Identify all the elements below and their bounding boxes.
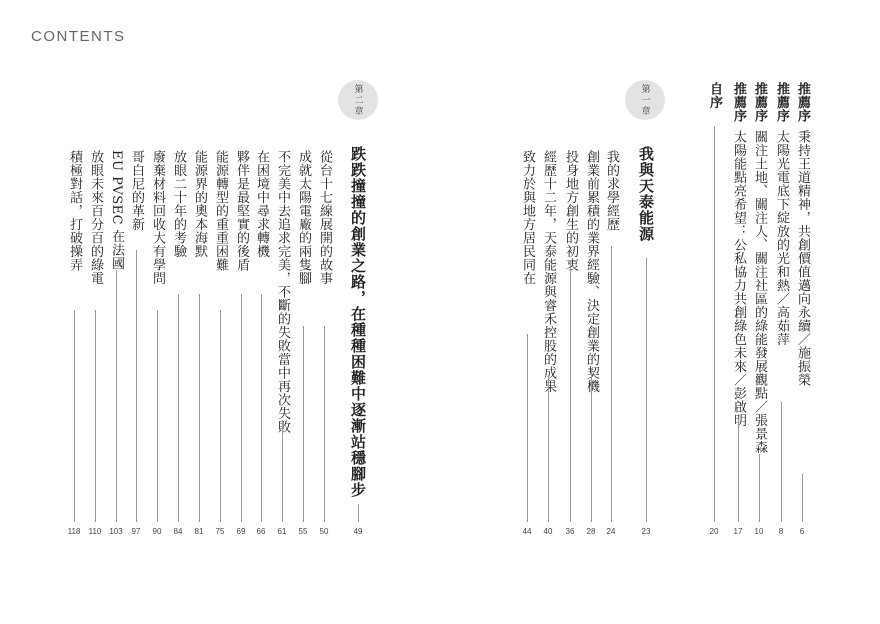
leader-line — [157, 310, 158, 522]
entry-title: 太陽光電底下綻放的光和熱／高茹萍 — [774, 130, 789, 346]
leader-line — [116, 270, 117, 522]
leader-line — [74, 310, 75, 522]
leader-line — [548, 376, 549, 522]
chapter-title: 我與天泰能源 — [637, 146, 655, 242]
leader-line — [303, 326, 304, 522]
page-number: 69 — [236, 527, 246, 536]
page-number: 97 — [131, 527, 141, 536]
chapter-title: 跌跌撞撞的創業之路，在種種困難中逐漸站穩腳步 — [349, 146, 367, 498]
page-number: 90 — [152, 527, 162, 536]
leader-line — [95, 310, 96, 522]
entry-title: 創業前累積的業界經驗、決定創業的契機 — [584, 150, 599, 393]
leader-line — [324, 326, 325, 522]
leader-line — [261, 294, 262, 522]
chapter-badge — [625, 80, 665, 120]
entry-title: 哥白尼的革新 — [129, 150, 144, 231]
leader-line — [282, 420, 283, 522]
leader-line — [199, 294, 200, 522]
entry-title: 放眼未來百分百的綠電 — [88, 150, 103, 285]
page-number: 118 — [67, 527, 81, 536]
leader-line — [527, 334, 528, 522]
page-number: 8 — [778, 527, 784, 536]
page-number: 75 — [215, 527, 225, 536]
page-number: 110 — [88, 527, 102, 536]
entry-title: 投身地方創生的初衷 — [563, 150, 578, 272]
page-number: 81 — [194, 527, 204, 536]
leader-line — [738, 418, 739, 522]
leader-line — [178, 294, 179, 522]
page-number: 24 — [606, 527, 616, 536]
page-number: 20 — [709, 527, 719, 536]
chapter-badge — [338, 80, 378, 120]
entry-title: 積極對話，打破操弄 — [67, 150, 82, 272]
leader-line — [220, 310, 221, 522]
entry-title: 能源界的奧本海默 — [192, 150, 207, 258]
leader-line — [591, 370, 592, 522]
chapter-badge-text: 第一章 — [639, 83, 650, 117]
entry-label: 自序 — [707, 82, 722, 109]
entry-label: 推薦序 — [774, 82, 789, 123]
entry-title: 我的求學經歷 — [604, 150, 619, 231]
entry-title: 夥伴是最堅實的後盾 — [234, 150, 249, 272]
chapter-badge-text: 第二章 — [352, 83, 363, 117]
page-number: 66 — [256, 527, 266, 536]
entry-title: 能源轉型的重重困難 — [213, 150, 228, 272]
entry-title: 廢棄材料回收大有學問 — [150, 150, 165, 285]
leader-line — [611, 246, 612, 522]
page-number: 55 — [298, 527, 308, 536]
leader-line — [714, 126, 715, 522]
page-number: 50 — [319, 527, 329, 536]
entry-title: 從台十七線展開的故事 — [317, 150, 332, 285]
page-number: 44 — [522, 527, 532, 536]
leader-line — [136, 250, 137, 522]
entry-title: EU PVSEC 在法國 — [109, 150, 124, 271]
entry-title: 在困境中尋求轉機 — [254, 150, 269, 258]
leader-line — [646, 258, 647, 522]
entry-title: 秉持王道精神，共創價值邁向永續／施振榮 — [795, 130, 810, 387]
page-number: 23 — [641, 527, 651, 536]
leader-line — [358, 504, 359, 522]
leader-line — [781, 402, 782, 522]
entry-title: 放眼二十年的考驗 — [171, 150, 186, 258]
leader-line — [241, 294, 242, 522]
entry-title: 關注土地、關注人、關注社區的綠能發展觀點／張景森 — [752, 130, 767, 454]
leader-line — [570, 262, 571, 522]
page-number: 103 — [109, 527, 123, 536]
contents-title: CONTENTS — [31, 28, 126, 45]
page-number: 84 — [173, 527, 183, 536]
page-number: 10 — [754, 527, 764, 536]
entry-label: 推薦序 — [731, 82, 746, 123]
entry-title: 成就太陽電廠的兩隻腳 — [296, 150, 311, 285]
page-number: 49 — [353, 527, 363, 536]
page-number: 6 — [799, 527, 805, 536]
entry-title: 致力於與地方居民同在 — [520, 150, 535, 285]
entry-title: 經歷十二年，天泰能源與睿禾控股的成果 — [541, 150, 556, 393]
leader-line — [759, 454, 760, 522]
page-number: 28 — [586, 527, 596, 536]
entry-title: 不完美中去追求完美，不斷的失敗當中再次失敗 — [275, 150, 290, 434]
page-number: 40 — [543, 527, 553, 536]
entry-title: 太陽能點亮希望：公私協力共創綠色未來／彭啟明 — [731, 130, 746, 427]
page-number: 17 — [733, 527, 743, 536]
entry-label: 推薦序 — [795, 82, 810, 123]
entry-label: 推薦序 — [752, 82, 767, 123]
page-number: 61 — [277, 527, 287, 536]
page-number: 36 — [565, 527, 575, 536]
leader-line — [802, 474, 803, 522]
